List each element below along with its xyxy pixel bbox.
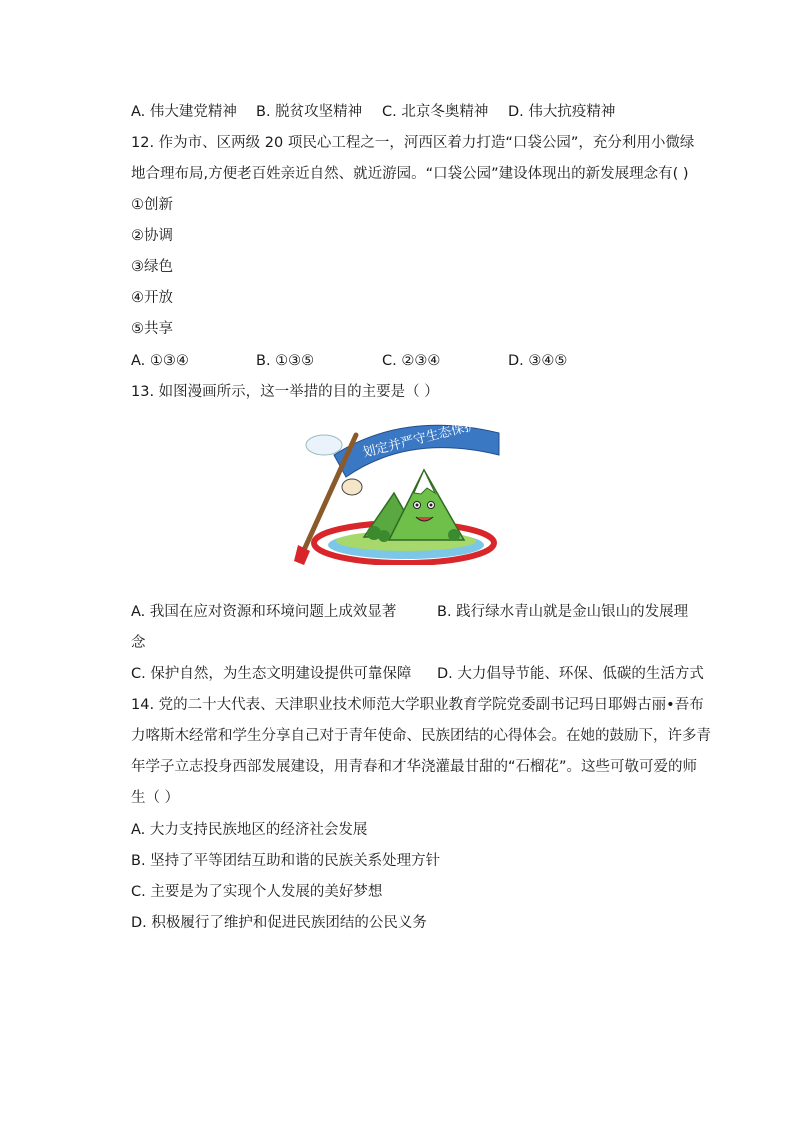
q11-option-d: D. 伟大抗疫精神	[508, 104, 616, 120]
q14-option-c: C. 主要是为了实现个人发展的美好梦想	[131, 884, 383, 900]
q14-stem-line1: 14. 党的二十大代表、天津职业技术师范大学职业教育学院党委副书记玛日耶姆古丽•吾布	[131, 697, 704, 713]
q13-option-b-cont: 念	[131, 635, 146, 651]
q13-option-d: D. 大力倡导节能、环保、低碳的生活方式	[437, 666, 704, 682]
cartoon-banner-text: 划定并严守生态保护红线	[361, 415, 502, 461]
q13-option-b: B. 践行绿水青山就是金山银山的发展理	[437, 604, 689, 620]
q14-stem-line3: 年学子立志投身西部发展建设，用青春和才华浇灌最甘甜的“石榴花”。这些可敬可爱的师	[131, 759, 698, 775]
q12-item-3: ③绿色	[131, 259, 173, 275]
q12-item-1: ①创新	[131, 197, 173, 213]
q14-stem-line4: 生（ ）	[131, 790, 180, 806]
q12-item-4: ④开放	[131, 290, 173, 306]
q12-option-c: C. ②③④	[382, 353, 441, 369]
q12-option-d: D. ③④⑤	[508, 353, 568, 369]
q11-option-a: A. 伟大建党精神	[131, 104, 237, 120]
q13-stem: 13. 如图漫画所示，这一举措的目的主要是（ ）	[131, 384, 439, 400]
q12-stem-line2: 地合理布局,方便老百姓亲近自然、就近游园。“口袋公园”建设体现出的新发展理念有( )	[131, 166, 689, 182]
q12-stem-line1: 12. 作为市、区两级 20 项民心工程之一，河西区着力打造“口袋公园”，充分利用小微绿	[131, 135, 695, 151]
q13-option-a: A. 我国在应对资源和环境问题上成效显著	[131, 604, 397, 620]
q13-option-c: C. 保护自然，为生态文明建设提供可靠保障	[131, 666, 412, 682]
q12-option-a: A. ①③④	[131, 353, 189, 369]
q12-item-5: ⑤共享	[131, 321, 173, 337]
ecological-red-line-cartoon-icon	[294, 415, 502, 565]
q11-option-b: B. 脱贫攻坚精神	[256, 104, 363, 120]
q14-option-d: D. 积极履行了维护和促进民族团结的公民义务	[131, 915, 427, 931]
cartoon-image	[294, 415, 502, 565]
q12-option-b: B. ①③⑤	[256, 353, 315, 369]
q12-item-2: ②协调	[131, 228, 173, 244]
q14-option-b: B. 坚持了平等团结互助和谐的民族关系处理方针	[131, 853, 441, 869]
q14-stem-line2: 力喀斯木经常和学生分享自己对于青年使命、民族团结的心得体会。在她的鼓励下，许多青	[131, 728, 711, 744]
q11-option-c: C. 北京冬奥精神	[382, 104, 489, 120]
q14-option-a: A. 大力支持民族地区的经济社会发展	[131, 822, 368, 838]
